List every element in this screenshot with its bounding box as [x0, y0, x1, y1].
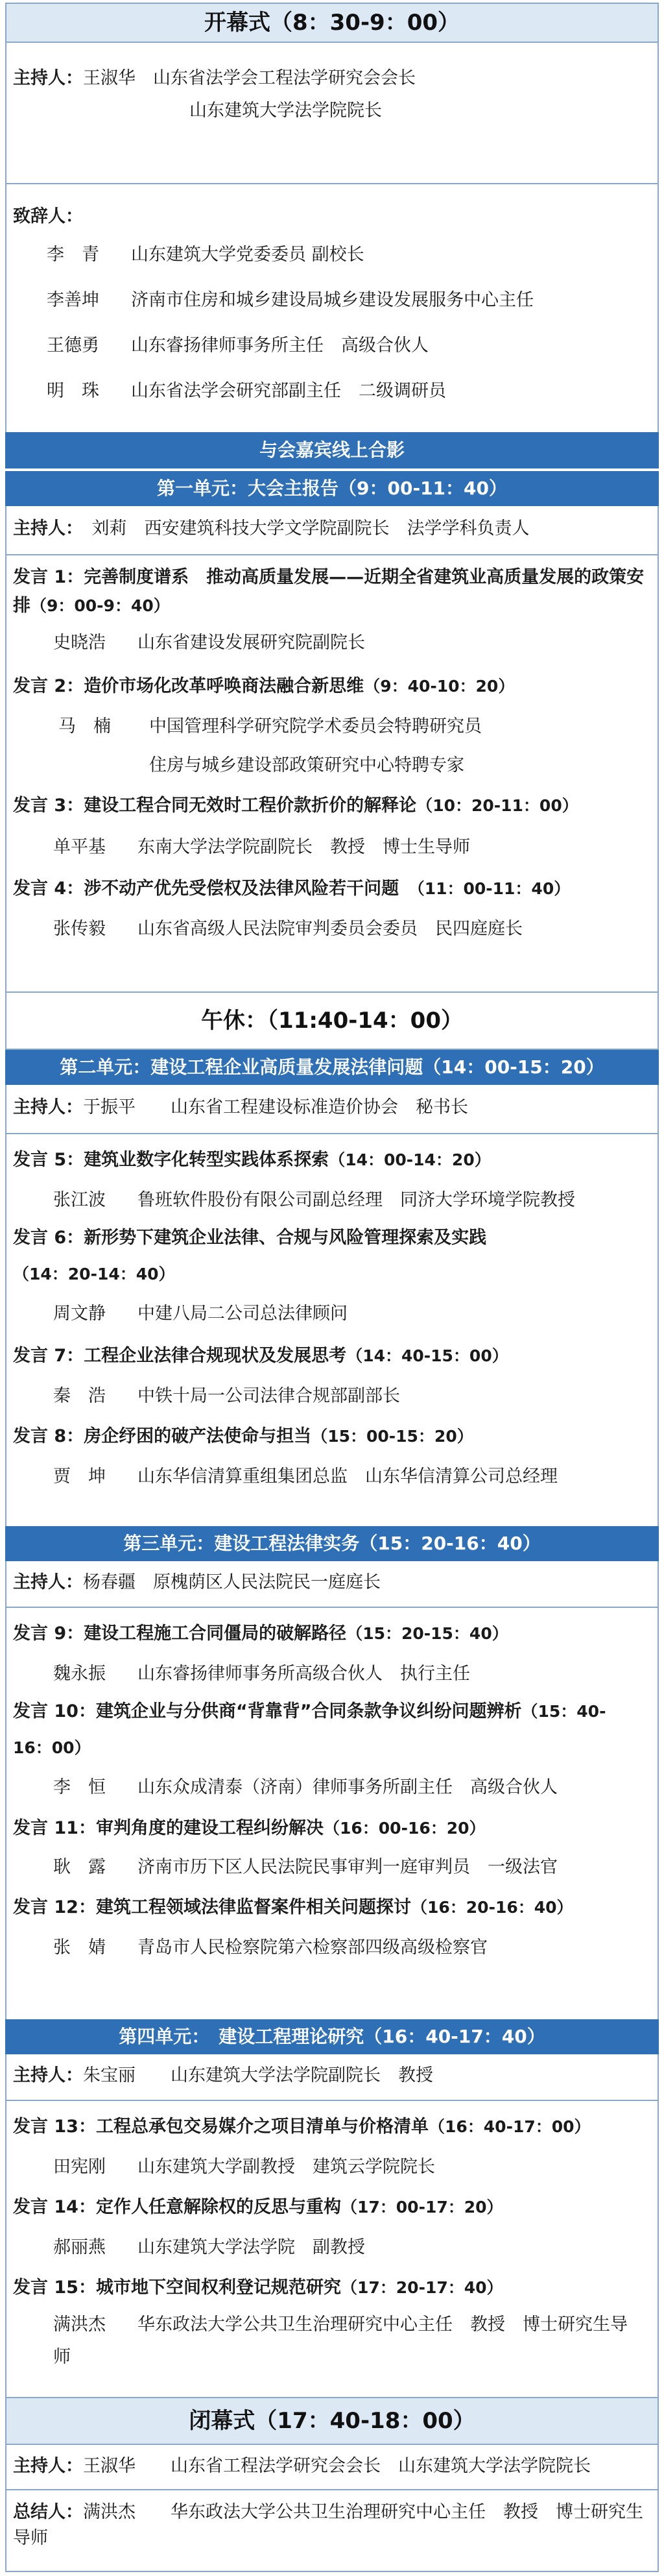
- host-name: 王淑华: [83, 68, 136, 88]
- closing-header: 闭幕式（17：40-18：00）: [5, 2397, 659, 2445]
- talk-11-person: 耿 露 济南市历下区人民法院民事审判一庭审判员 一级法官: [53, 1857, 558, 1877]
- unit3-host: 主持人：杨春疆 原槐荫区人民法院民一庭庭长: [5, 1561, 659, 1607]
- unit4-host: 主持人：朱宝丽 山东建筑大学法学院副院长 教授: [5, 2054, 659, 2100]
- talk-10-person: 李 恒 山东众成清泰（济南）律师事务所副主任 高级合伙人: [53, 1777, 558, 1797]
- talk-6-person: 周文静 中建八局二公司总法律顾问: [53, 1304, 348, 1324]
- unit3-header: 第三单元：建设工程法律实务（15：20-16：40）: [5, 1526, 659, 1561]
- opening-speakers-block: [5, 183, 659, 432]
- talk-7-person: 秦 浩 中铁十局一公司法律合规部副部长: [53, 1386, 400, 1406]
- talk-8-person: 贾 坤 山东华信清算重组集团总监 山东华信清算公司总经理: [53, 1466, 558, 1487]
- photo-header: 与会嘉宾线上合影: [5, 432, 659, 468]
- talk-14-title: 发言 14：定作人任意解除权的反思与重构（17：00-17：20）: [13, 2197, 503, 2217]
- talk-12-title: 发言 12：建筑工程领域法律监督案件相关问题探讨（16：20-16：40）: [13, 1897, 573, 1917]
- talk-7-title: 发言 7：工程企业法律合规现状及发展思考（14：40-15：00）: [13, 1346, 508, 1366]
- talk-10-title: 发言 10：建筑企业与分供商“背靠背”合同条款争议纠纷问题辨析（15：40-16：00）: [13, 1701, 606, 1757]
- speaker-1: 李 青 山东建筑大学党委委员 副校长: [47, 245, 364, 265]
- talk-5-title: 发言 5：建筑业数字化转型实践体系探索（14：00-14：20）: [13, 1150, 491, 1170]
- unit1-host: 主持人： 刘莉 西安建筑科技大学文学院副院长 法学学科负责人: [5, 506, 659, 554]
- talk-11-title: 发言 11：审判角度的建设工程纠纷解决（16：00-16：20）: [13, 1818, 486, 1838]
- talk-4-person: 张传毅 山东省高级人民法院审判委员会委员 民四庭庭长: [53, 919, 523, 939]
- opening-header: 开幕式（8：30-9：00）: [5, 3, 659, 43]
- talk-2-person: 马 楠 中国管理科学研究院学术委员会特聘研究员: [58, 716, 482, 736]
- speaker-2: 李善坤 济南市住房和城乡建设局城乡建设发展服务中心主任: [47, 290, 534, 310]
- speaker-3: 王德勇 山东睿扬律师事务所主任 高级合伙人: [47, 335, 429, 356]
- speaker-4: 明 珠 山东省法学会研究部副主任 二级调研员: [47, 381, 446, 401]
- unit1-talks: [5, 554, 659, 991]
- talk-12-person: 张 婧 青岛市人民检察院第六检察部四级高级检察官: [53, 1938, 488, 1958]
- unit2-header: 第二单元：建设工程企业高质量发展法律问题（14：00-15：20）: [5, 1050, 659, 1085]
- talk-3-title: 发言 3：建设工程合同无效时工程价款折价的解释论（10：20-11：00）: [13, 796, 578, 816]
- talk-1-person: 史晓浩 山东省建设发展研究院副院长: [53, 633, 365, 653]
- unit2-host: 主持人：于振平 山东省工程建设标准造价协会 秘书长: [5, 1085, 659, 1133]
- opening-host-line1: [13, 62, 658, 95]
- host-role-2: 山东建筑大学法学院院长: [189, 101, 382, 121]
- opening-host-block: [5, 43, 659, 183]
- talk-13-person: 田宪刚 山东建筑大学副教授 建筑云学院院长: [53, 2157, 435, 2177]
- talk-9-person: 魏永振 山东睿扬律师事务所高级合伙人 执行主任: [53, 1664, 470, 1684]
- talk-1-title: 发言 1：完善制度谱系 推动高质量发展——近期全省建筑业高质量发展的政策安排（9：00-9：40）: [13, 567, 645, 616]
- talk-14-person: 郝丽燕 山东建筑大学法学院 副教授: [53, 2237, 365, 2257]
- talk-8-title: 发言 8：房企纾困的破产法使命与担当（15：00-15：20）: [13, 1426, 473, 1446]
- talk-13-title: 发言 13：工程总承包交易媒介之项目清单与价格清单（16：40-17：00）: [13, 2117, 591, 2137]
- closing-host: 主持人：王淑华 山东省工程法学研究会会长 山东建筑大学法学院院长: [5, 2445, 659, 2489]
- talk-15-person: 满洪杰 华东政法大学公共卫生治理研究中心主任 教授 博士研究生导师: [53, 2315, 628, 2367]
- talk-3-person: 单平基 东南大学法学院副院长 教授 博士生导师: [53, 837, 470, 857]
- closing-summary: 总结人：满洪杰 华东政法大学公共卫生治理研究中心主任 教授 博士研究生导师: [5, 2489, 659, 2572]
- host-label: 主持人：: [13, 68, 83, 88]
- talk-6-title: 发言 6：新形势下建筑企业法律、合规与风险管理探索及实践（14：20-14：40）: [13, 1228, 487, 1283]
- talk-2-person-2: 住房与城乡建设部政策研究中心特聘专家: [149, 755, 464, 775]
- talk-5-person: 张江波 鲁班软件股份有限公司副总经理 同济大学环境学院教授: [53, 1190, 575, 1210]
- talk-4-title: 发言 4：涉不动产优先受偿权及法律风险若干问题 （11：00-11：40）: [13, 879, 571, 899]
- unit4-talks: [5, 2100, 659, 2397]
- unit2-talks: [5, 1133, 659, 1526]
- agenda-page: [5, 3, 659, 2572]
- talk-2-title: 发言 2：造价市场化改革呼唤商法融合新思维（9：40-10：20）: [13, 676, 515, 696]
- unit1-header: 第一单元：大会主报告（9：00-11：40）: [5, 471, 659, 506]
- talk-15-title: 发言 15：城市地下空间权利登记规范研究（17：20-17：40）: [13, 2278, 503, 2298]
- lunch-header: 午休：（11:40-14：00）: [5, 991, 659, 1050]
- unit4-header: 第四单元： 建设工程理论研究（16：40-17：40）: [5, 2019, 659, 2054]
- speech-label: 致辞人：: [13, 206, 83, 226]
- host-role-1: 山东省法学会工程法学研究会会长: [153, 68, 416, 88]
- talk-9-title: 发言 9：建设工程施工合同僵局的破解路径（15：20-15：40）: [13, 1623, 508, 1644]
- unit3-talks: [5, 1607, 659, 2019]
